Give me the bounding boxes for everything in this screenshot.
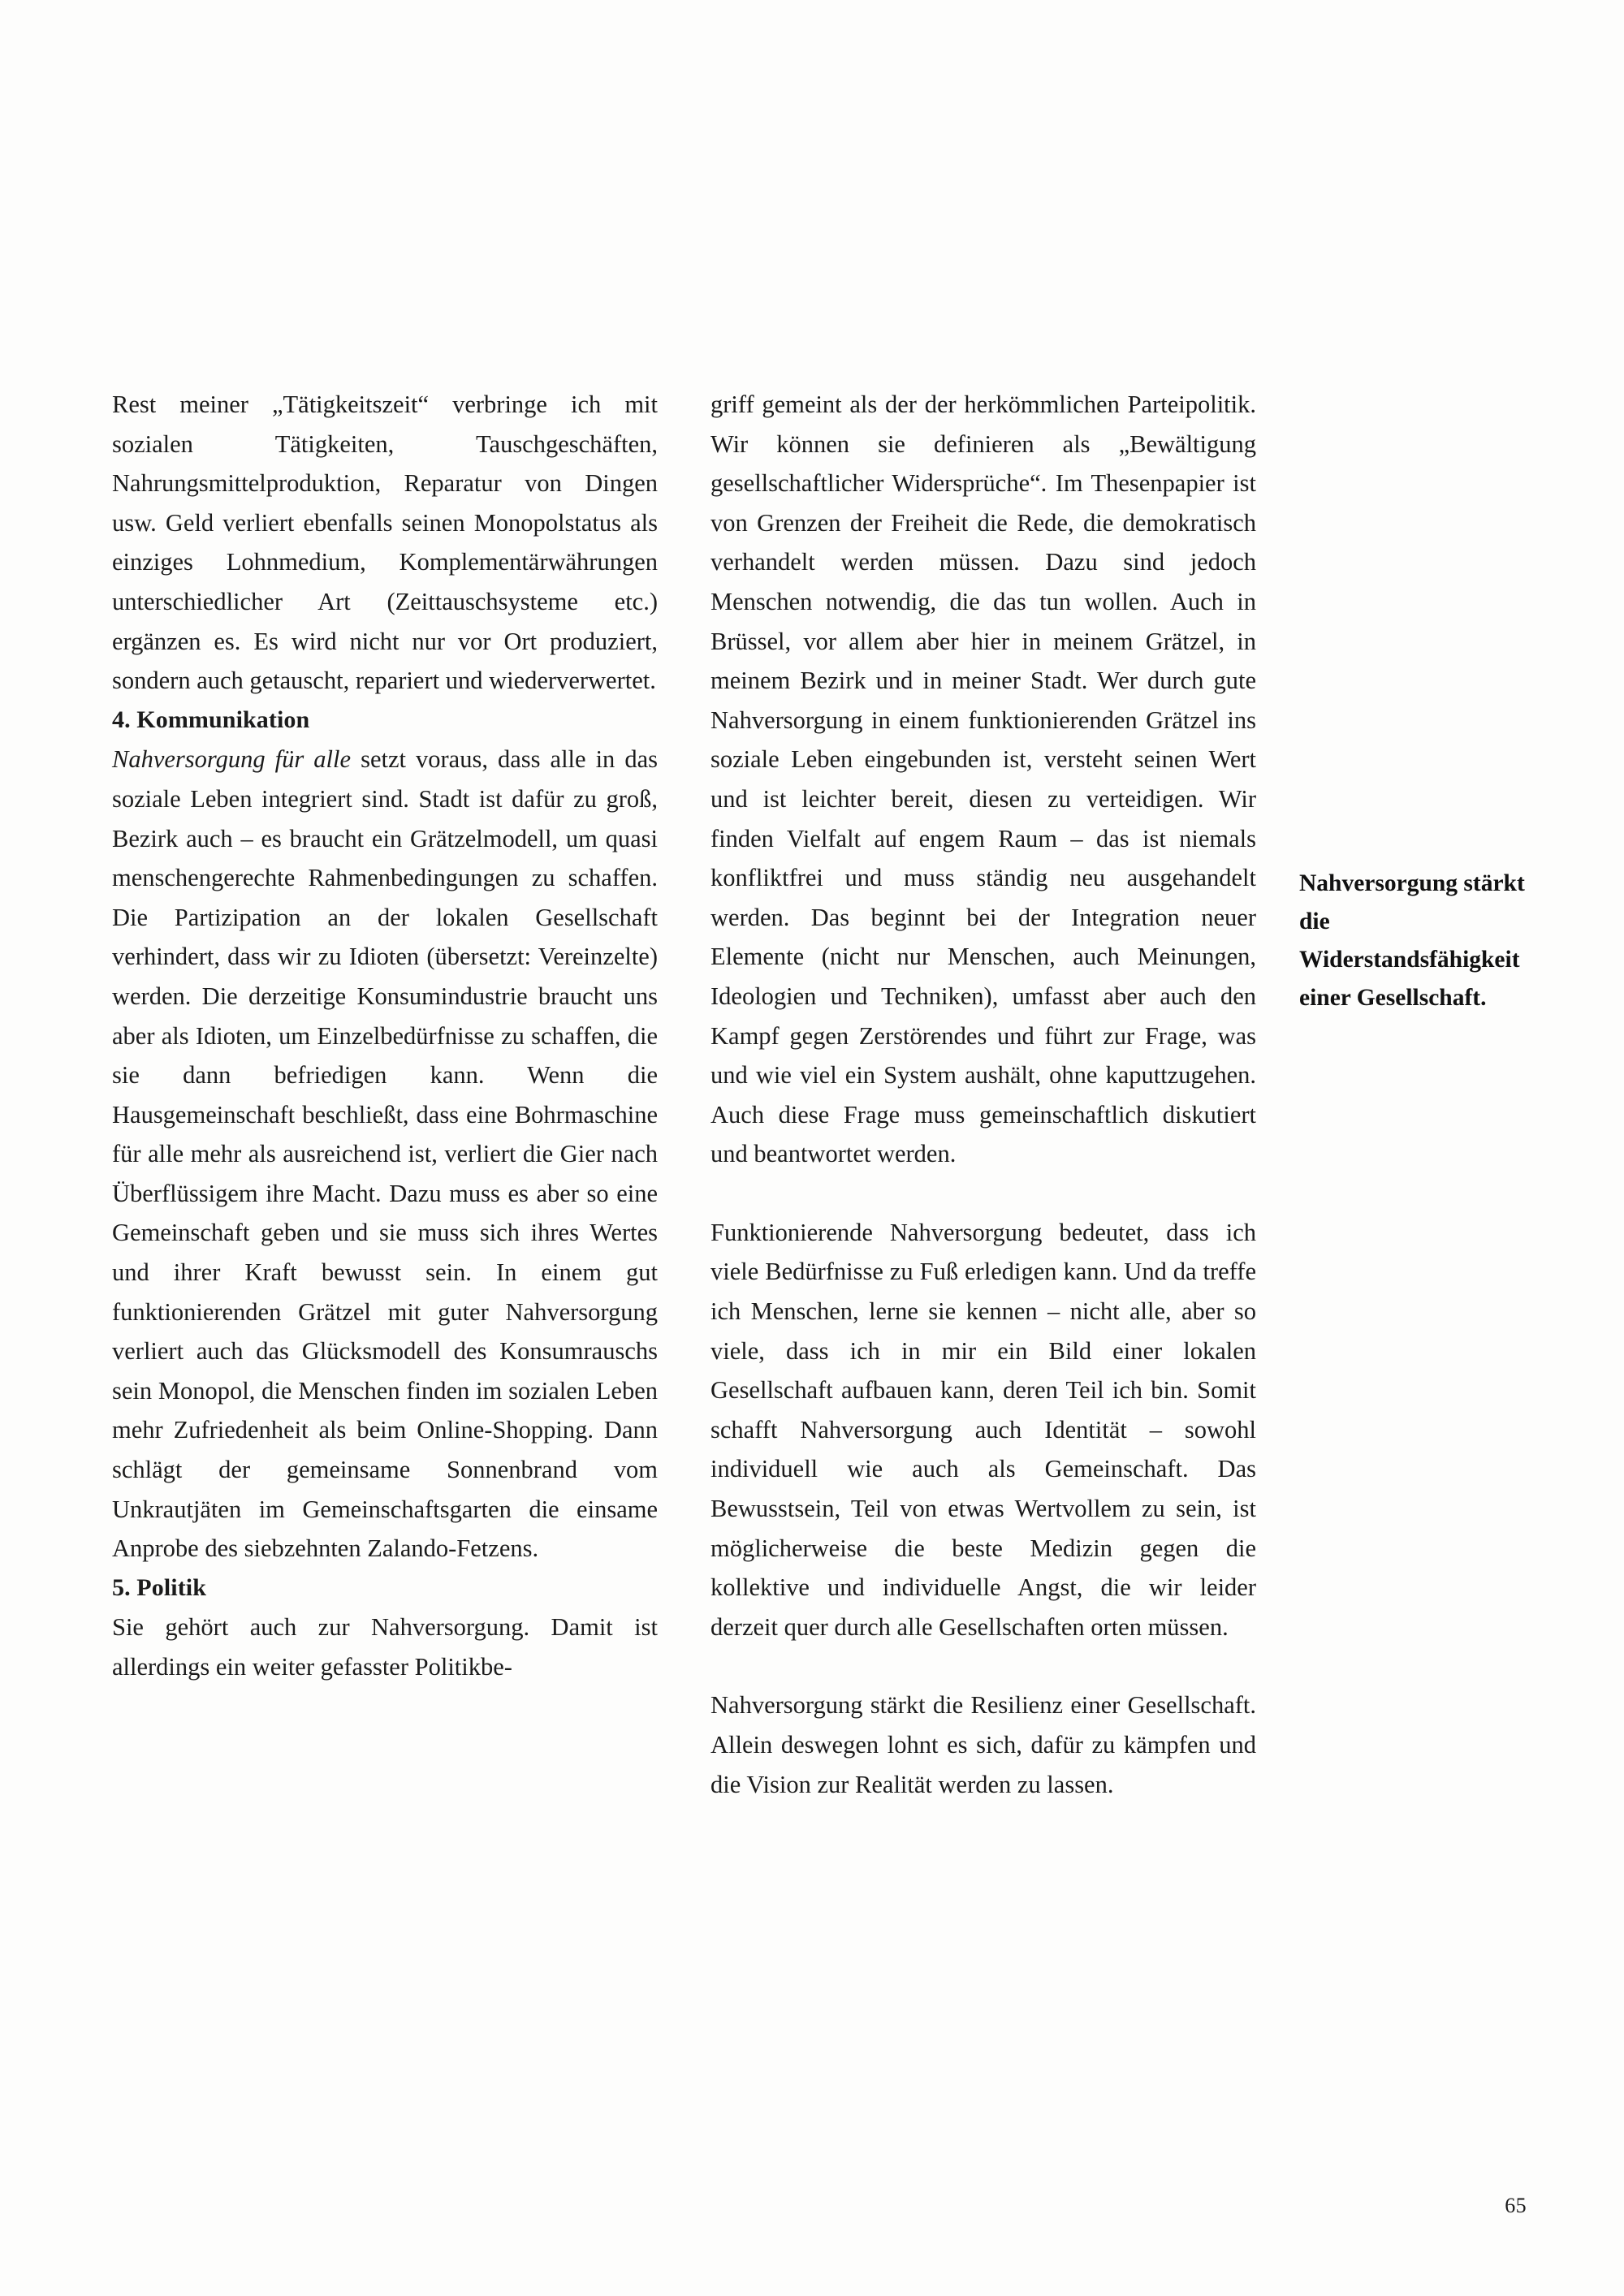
margin-pull-quote: Nahversorgung stärkt die Widerstandsfähigkeit einer Gesellschaft.	[1299, 870, 1525, 1011]
paragraph: Nahversorgung stärkt die Resilienz einer Gesellschaft. Allein deswegen lohnt es sich, dafür zu kämpfen und die Vision zur Realität werden zu lassen.	[710, 1691, 1256, 1798]
section-heading-kommunikation: 4. Kommunikation	[112, 706, 310, 733]
paragraph: griff gemeint als der der herkömmlichen Parteipolitik. Wir können sie definieren als „Bewältigung gesellschaftlicher Widersprüche“. Im Thesenpapier ist von Grenzen der Freiheit die Rede, die demokratisch verhandelt werden müssen. Dazu sind jedoch Menschen notwendig, die das tun wollen. Auch in Brüssel, vor allem aber hier in meinem Grätzel, in meinem Bezirk und in meiner Stadt. Wer durch gute Nahversorgung in einem funktionierenden Grätzel ins soziale Leben eingebunden ist, versteht seinen Wert und ist leichter bereit, diesen zu verteidigen. Wir finden Vielfalt auf engem Raum – das ist niemals konfliktfrei und muss ständig neu ausgehandelt werden. Das beginnt bei der Integration neuer Elemente (nicht nur Menschen, auch Meinungen, Ideologien und Techniken), umfasst aber auch den Kampf gegen Zerstörendes und führt zur Frage, was und wie viel ein System aushält, ohne kaputtzugehen. Auch diese Frage muss gemeinschaftlich diskutiert und beantwortet werden.	[710, 391, 1256, 1168]
page-number: 65	[1505, 2194, 1527, 2217]
section-heading-politik: 5. Politik	[112, 1573, 207, 1601]
paragraph-spacer	[710, 1174, 1256, 1213]
text-column-left	[112, 385, 658, 1687]
paragraph: Rest meiner „Tätigkeitszeit“ verbringe ich mit sozialen Tätigkeiten, Tauschgeschäften, Nahrungsmittelproduktion, Reparatur von Dingen usw. Geld verliert ebenfalls seinen Monopolstatus als einziges Lohnmedium, Komplementärwährungen unterschiedlicher Art (Zeittauschsysteme etc.) ergänzen es. Es wird nicht nur vor Ort produziert, sondern auch getauscht, repariert und wiederverwertet.	[112, 391, 658, 695]
text-column-right	[710, 385, 1256, 1804]
paragraph	[112, 740, 658, 1568]
paragraph: Funktionierende Nahversorgung bedeutet, dass ich viele Bedürfnisse zu Fuß erledigen kann. Und da treffe ich Menschen, lerne sie kennen – nicht alle, aber so viele, dass ich in mir ein Bild einer lokalen Gesellschaft aufbauen kann, deren Teil ich bin. Somit schafft Nahversorgung auch Identität – sowohl individuell wie auch als Gemeinschaft. Das Bewusstsein, Teil von etwas Wertvollem zu sein, ist möglicherweise die beste Medizin gegen die kollektive und individuelle Angst, die wir leider derzeit quer durch alle Gesellschaften orten müssen.	[710, 1218, 1256, 1641]
paragraph-body: setzt voraus, dass alle in das soziale Leben integriert sind. Stadt ist dafür zu groß, Bezirk auch – es braucht ein Grätzelmodell, um quasi menschengerechte Rahmenbedingungen zu schaffen. Die Partizipation an der lokalen Gesellschaft verhindert, dass wir zu Idioten (übersetzt: Vereinzelte) werden. Die derzeitige Konsumindustrie braucht uns aber als Idioten, um Einzelbedürfnisse zu schaffen, die sie dann befriedigen kann. Wenn die Hausgemeinschaft beschließt, dass eine Bohrmaschine für alle mehr als ausreichend ist, verliert die Gier nach Überflüssigem ihre Macht. Dazu muss es aber so eine Gemeinschaft geben und sie muss sich ihres Wertes und ihrer Kraft bewusst sein. In einem gut funktionierenden Grätzel mit guter Nahversorgung verliert auch das Glücksmodell des Konsumrauschs sein Monopol, die Menschen finden im sozialen Leben mehr Zufriedenheit als beim Online-Shopping. Dann schlägt der gemeinsame Sonnenbrand vom Unkrautjäten im Gemeinschaftsgarten die einsame Anprobe des siebzehnten Zalando-Fetzens.	[112, 745, 658, 1563]
paragraph-spacer	[710, 1646, 1256, 1685]
italic-lead-in: Nahversorgung für alle	[112, 745, 352, 774]
paragraph: Sie gehört auch zur Nahversorgung. Damit ist allerdings ein weiter gefasster Politikbe-	[112, 1613, 658, 1681]
